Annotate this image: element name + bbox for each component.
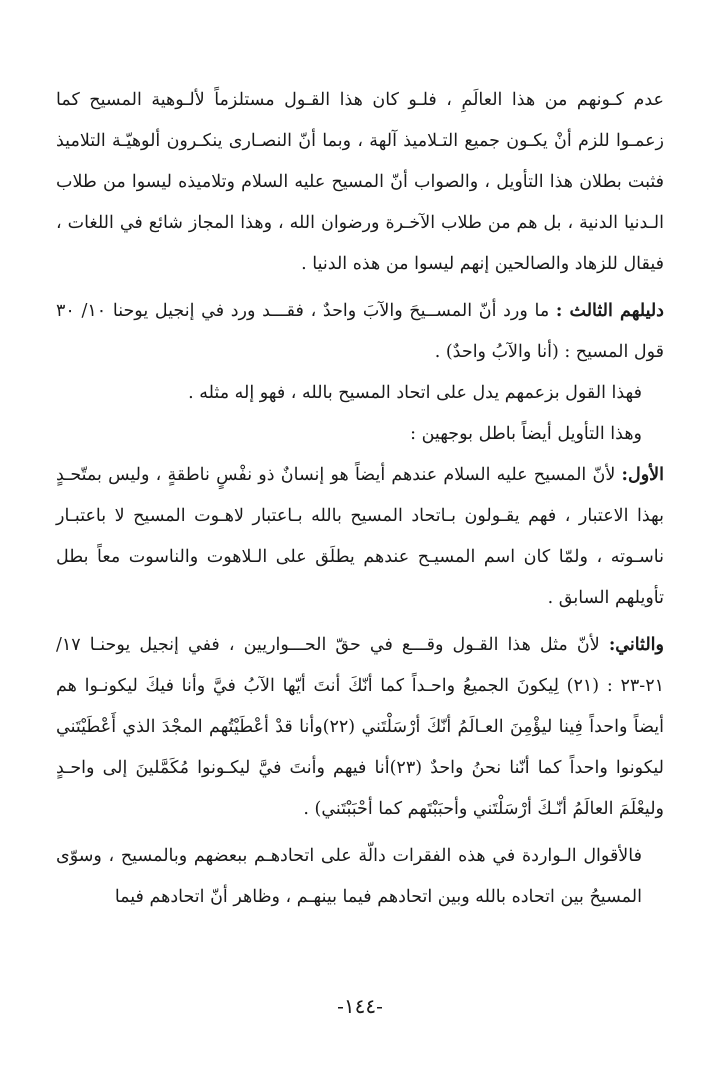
- paragraph-heading: والثاني:: [608, 635, 664, 655]
- paragraph-text: فالأقوال الـواردة في هذه الفقرات دالّة على اتحادهـم ببعضهم وبالمسيح ، وسوّى المسيحُ بين اتحاده بالله وبين اتحادهم فيما بينهـم ، وظاهر أنّ اتحادهم فيما: [56, 846, 642, 907]
- paragraph-text: وهذا التأويل أيضاً باطل بوجهين :: [410, 424, 642, 444]
- paragraph-conclusion: [56, 836, 664, 918]
- paragraph-text: لأنّ مثل هذا القـول وقـــع في حقّ الحـــواريين ، ففي إنجيل يوحنـا ١٧/ ٢١-٢٣ : (٢١) لِيكونَ الجميعُ واحـداً كما أنّكَ أنتَ أيّها الآبُ فيَّ وأنا فيكَ ليكونـوا هم أيضاً واحداً فِينا ليؤْمِنَ العـالَمُ أنّكَ أرْسَلْتَني (٢٢)وأنا قدْ أعْطَيْتُهم المجْدَ الذي أَعْطَيْتَني ليكونوا واحداً كما أنّنا نحنُ واحدٌ (٢٣)أنا فيهم وأنتَ فيَّ ليكـونوا مُكَمَّلينَ إلى واحـدٍ وليعْلَمَ العالَمُ أنّـكَ أرْسَلْتَني وأحبَبْتَهم كما أحْبَبْتَني) .: [56, 635, 664, 819]
- paragraph-text: فهذا القول بزعمهم يدل على اتحاد المسيح بالله ، فهو إله مثله .: [188, 383, 642, 403]
- page-number: -١٤٤-: [337, 994, 383, 1018]
- paragraph-intro: [56, 80, 664, 285]
- paragraph-refutation-intro: [56, 414, 664, 455]
- paragraph-first-point: [56, 455, 664, 619]
- paragraph-second-point: [56, 625, 664, 830]
- paragraph-text: لأنّ المسيح عليه السلام عندهم أيضاً هو إنسانٌ ذو نفْسٍ ناطقةٍ ، وليس بمتّحـدٍ بهذا الاعتبار ، فهم يقـولون بـاتحاد المسيح بالله بـاعتبار لاهـوت المسيح لا باعتبـار ناسـوته ، ولمّا كان اسم المسيـح عندهم يطلَق على الـلاهوت والناسوت معاً بطل تأويلهم السابق .: [56, 465, 664, 608]
- paragraph-text: ما ورد أنّ المســيحَ والآبَ واحدٌ ، فقـــد ورد في إنجيل يوحنا ١٠/ ٣٠ قول المسيح : (أنا والآبُ واحدٌ) .: [56, 301, 664, 362]
- paragraph-claim: [56, 373, 664, 414]
- paragraph-text: عدم كـونهم من هذا العالَمِ ، فلـو كان هذا القـول مستلزماً لألـوهية المسيح كما زعمـوا للزم أنْ يكـون جميع التـلاميذ آلهة ، وبما أنّ النصـارى ينكـرون ألوهيّـة التلاميذ فثبت بطلان هذا التأويل ، والصواب أنّ المسيح عليه السلام وتلاميذه ليسوا من طلاب الـدنيا الدنية ، بل هم من طلاب الآخـرة ورضوان الله ، وهذا المجاز شائع في اللغات ، فيقال للزهاد والصالحين إنهم ليسوا من هذه الدنيا .: [56, 90, 664, 274]
- paragraph-third-argument: [56, 291, 664, 373]
- page-body: [56, 80, 664, 918]
- paragraph-heading: الأول:: [621, 465, 664, 485]
- paragraph-heading: دليلهم الثالث :: [555, 301, 664, 321]
